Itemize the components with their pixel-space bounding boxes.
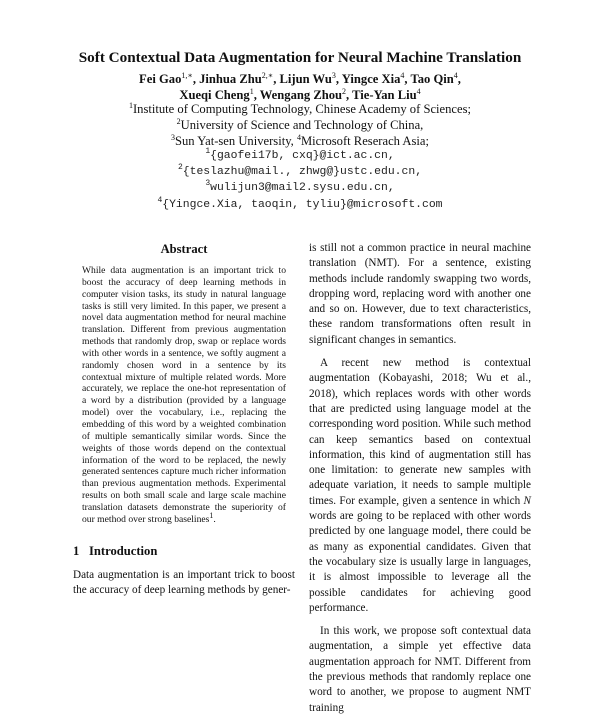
author-name: Xueqi Cheng	[179, 88, 250, 102]
email-line	[0, 148, 600, 164]
body-paragraph: is still not a common practice in neural machine translation (NMT). For a sentence, existing methods include randomly swapping two words, dropping word, replacing word with another one and so on. However, due to text characteristics, these random transformations often result in significant changes in semantics.	[309, 242, 531, 346]
section-heading	[73, 543, 295, 559]
email-line	[0, 197, 600, 213]
email-line	[0, 164, 600, 180]
affiliation-sup: 1	[128, 100, 133, 110]
affiliation-line	[0, 117, 600, 133]
author-block	[0, 71, 600, 103]
author-sup: 4	[400, 70, 405, 80]
paper-title: Soft Contextual Data Augmentation for Neural Machine Translation	[78, 49, 522, 66]
email-sup: 1	[205, 147, 211, 157]
section-number: 1	[73, 543, 80, 558]
paragraph-text: A recent new method is contextual augmentation (Kobayashi, 2018; Wu et al., 2018), which replaces words with other words that are predicted using language model at the corresponding word position. While such method can keep semantics based on contextual information, this kind of augmentation still has one limitation: to generate new samples with adequate variation, it needs to sample multiple times. For example, given a sentence in which	[309, 357, 531, 507]
right-column	[309, 241, 531, 716]
abstract-text: While data augmentation is an important trick to boost the accuracy of deep learning methods in computer vision tasks, its study in natural language tasks is still very limited. In this paper, we present a novel data augmentation method for neural machine translation. Different from previous augmentation methods that randomly drop, swap or replace words with other words in a sentence, we softly augment a randomly chosen word in a sentence by its contextual mixture of multiple related words. More accurately, we replace the one-hot representation of a word by a distribution (provided by a language model) over the vocabulary, i.e., replacing the embedding of this word by a weighted combination of multiple semantically similar words. Since the weights of those words depend on the contextual information of the word to be replaced, the newly generated sentences capture much richer information than previous augmentation methods. Experimental results on both small scale and large scale machine translation datasets demonstrate the superiority of our method over strong baselines$^1$.	[82, 265, 286, 525]
email-text: wulijun3@mail2.sysu.edu.cn,	[210, 182, 395, 195]
author-sup: 4	[453, 70, 458, 80]
affiliation-sup: 2	[176, 117, 181, 127]
author-sup: 1,∗	[181, 70, 193, 80]
paragraph-text: words are going to be replaced with other words predicted by one language model, there could be as many as exponential candidates. Given that the vocabulary size is usually large in languages, it is almost impossible to leverage all the possible candidates for achieving good performance.	[309, 510, 531, 614]
author-separator: ,	[457, 72, 461, 86]
email-block	[0, 148, 600, 213]
body-paragraph	[309, 356, 531, 616]
affiliation-block	[0, 101, 600, 150]
author-separator: ,	[335, 72, 342, 86]
author-sup: 2,∗	[261, 70, 274, 80]
intro-paragraph: Data augmentation is an important trick to boost the accuracy of deep learning methods by gener-	[73, 568, 295, 596]
affiliation-text: Microsoft Reserach Asia;	[300, 134, 429, 149]
author-name: Wengang Zhou	[259, 88, 343, 102]
email-text: {teslazhu@mail., zhwg@}ustc.edu.cn,	[182, 166, 423, 179]
affiliation-line	[0, 101, 600, 117]
email-sup: 4	[157, 195, 163, 205]
author-name: Lijun Wu	[279, 72, 332, 86]
author-separator: ,	[253, 88, 260, 102]
affiliation-text: Institute of Computing Technology, Chinese Academy of Sciences;	[132, 102, 472, 116]
author-sup: 3	[331, 70, 336, 80]
body-paragraph: In this work, we propose soft contextual data augmentation, a simple yet effective data augmentation approach for NMT. Different from the previous methods that randomly replace one word to another, we propose to augment NMT training	[309, 625, 531, 714]
email-sup: 2	[177, 163, 183, 173]
affiliation-sup: 3	[171, 133, 175, 143]
author-separator: ,	[192, 72, 200, 86]
author-separator: ,	[346, 88, 353, 102]
author-separator: ,	[273, 72, 280, 86]
affiliation-text: University of Science and Technology of China,	[180, 118, 424, 133]
footnote-mark: 1	[209, 510, 214, 520]
author-name: Tao Qin	[410, 72, 454, 86]
affiliation-sup: 4	[296, 133, 301, 143]
author-sup: 1	[249, 86, 254, 96]
author-separator: ,	[404, 72, 411, 86]
author-name: Fei Gao	[139, 72, 182, 86]
math-symbol: N	[523, 494, 531, 507]
author-sup: 2	[342, 86, 347, 96]
author-name: Tie-Yan Liu	[352, 88, 417, 102]
abstract-heading: Abstract	[160, 242, 208, 256]
author-sup: 4	[416, 86, 421, 96]
email-line	[0, 180, 600, 196]
abstract-body: While data augmentation is an important trick to boost the accuracy of deep learning methods in computer vision tasks, its study in natural language tasks is still very limited. In this paper, we present a novel data augmentation method for neural machine translation. Different from previous augmentation methods that randomly drop, swap or replace words with other words in a sentence, we softly augment a randomly chosen word in a sentence by its contextual mixture of multiple related words. More accurately, we replace the one-hot representation of a word by a distribution (provided by a language model) over the vocabulary, i.e., replacing the embedding of this word by a weighted combination of multiple semantically similar words. Since the weights of those words depend on the contextual information of the word to be replaced, the newly generated sentences capture much richer information than previous augmentation methods. Experimental results on both small scale and large scale machine translation datasets demonstrate the superiority of our method over strong baselines	[82, 265, 286, 525]
author-name: Jinhua Zhu	[199, 72, 262, 86]
affiliation-text: Sun Yat-sen University,	[175, 134, 297, 149]
email-text: {Yingce.Xia, taoqin, tyliu}@microsoft.com	[162, 198, 443, 211]
author-name: Yingce Xia	[341, 72, 401, 86]
left-column	[73, 241, 295, 598]
email-sup: 3	[205, 179, 211, 189]
section-title: Introduction	[89, 543, 158, 558]
email-text: {gaofei17b, cxq}@ict.ac.cn,	[210, 150, 395, 162]
author-line	[0, 71, 600, 87]
